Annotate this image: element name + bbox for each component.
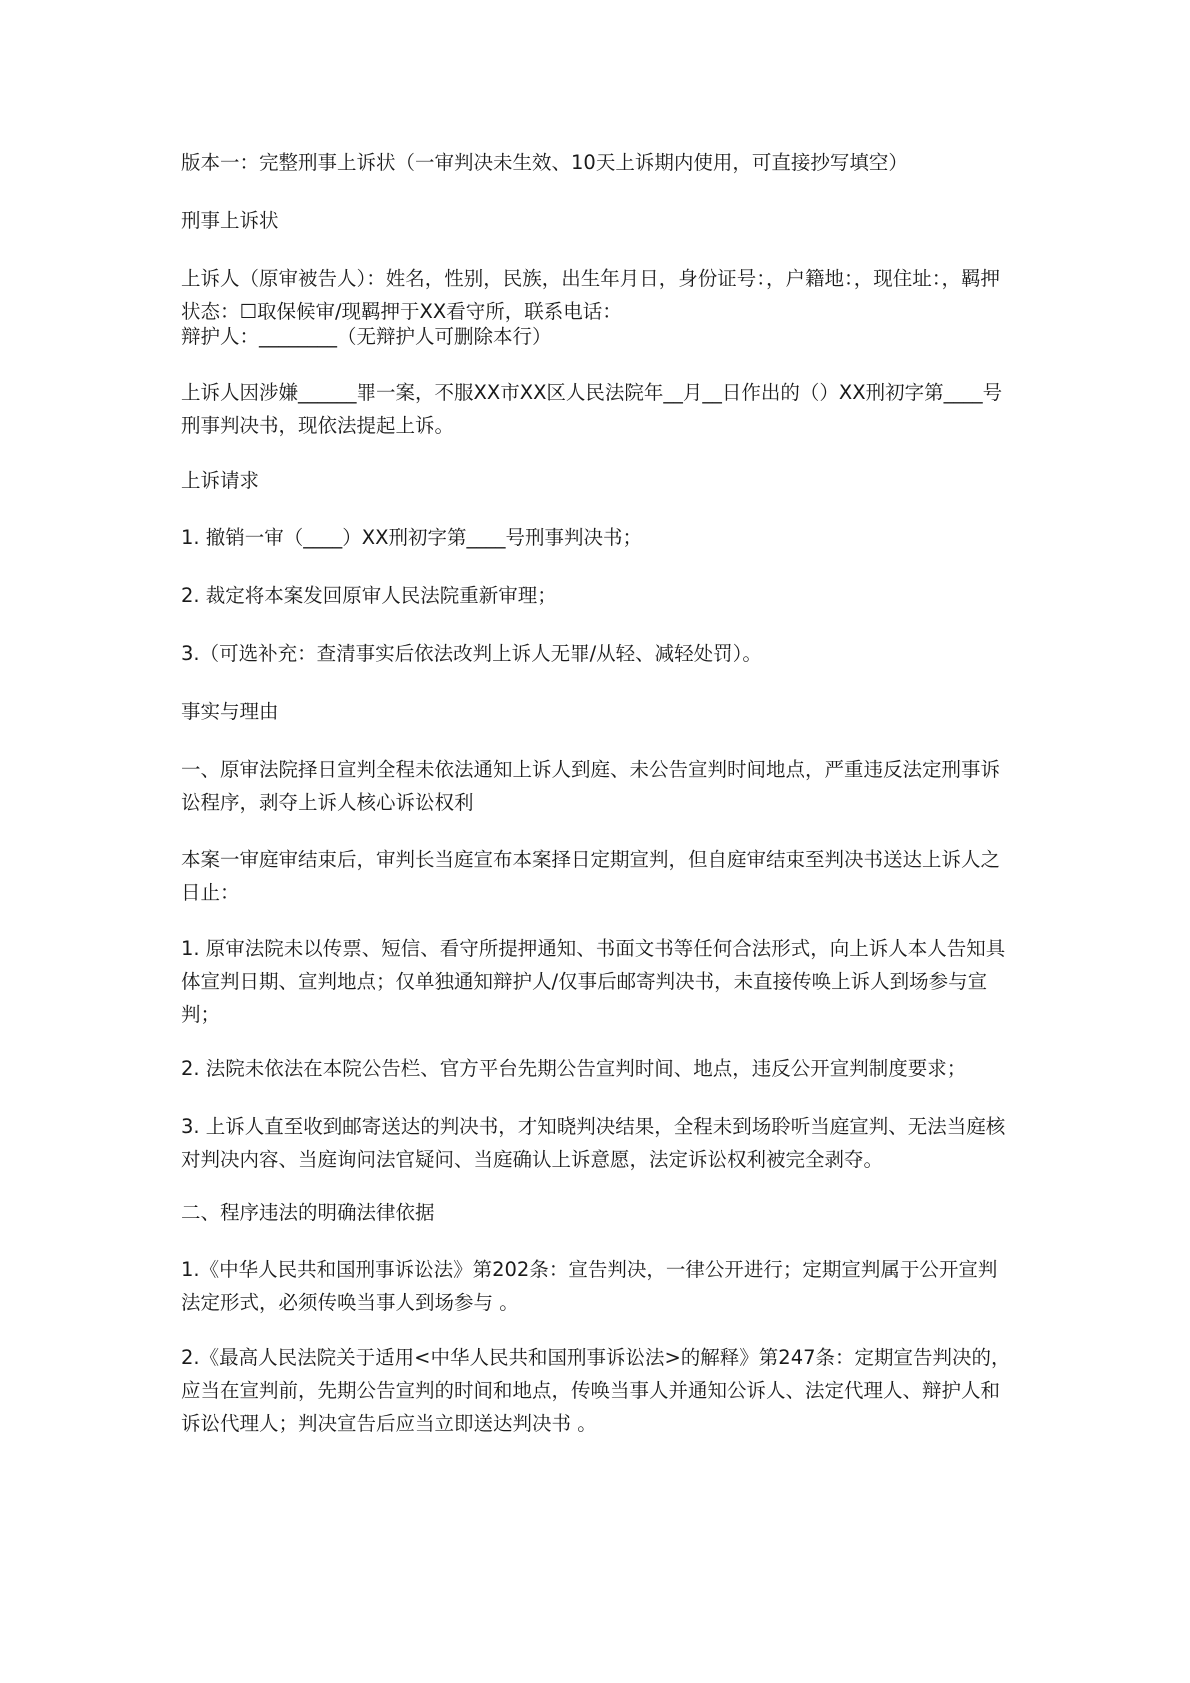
reason-item: 2. 法院未依法在本院公告栏、官方平台先期公告宣判时间、地点，违反公开宣判制度要求； — [181, 1057, 967, 1080]
request-item: 1. 撤销一审（____）XX刑初字第____号刑事判决书； — [181, 526, 643, 549]
legal-basis-item: 2.《最高人民法院关于适用<中华人民共和国刑事诉讼法>的解释》第247条：定期宣告判决的，应当在宣判前，先期公告宣判的时间和地点，传唤当事人并通知公诉人、法定代理人、辩护人和诉讼代理人；判决宣告后应当立即送达判决书 。 — [181, 1346, 1011, 1435]
request-item: 3.（可选补充：查清事实后依法改判上诉人无罪/从轻、减轻处罚）。 — [181, 642, 762, 665]
appellant-info: 上诉人（原审被告人）：姓名，性别，民族，出生年月日，身份证号：，户籍地：，现住址：，羁押状态：☐取保候审/现羁押于XX看守所，联系电话： — [181, 267, 1001, 323]
section-one-heading: 一、原审法院择日宣判全程未依法通知上诉人到庭、未公告宣判时间地点，严重违反法定刑事诉讼程序，剥夺上诉人核心诉讼权利 — [181, 758, 1001, 814]
appeal-requests-heading: 上诉请求 — [181, 469, 260, 492]
facts-reasons-heading: 事实与理由 — [181, 700, 279, 723]
reason-item: 3. 上诉人直至收到邮寄送达的判决书，才知晓判决结果，全程未到场聆听当庭宣判、无法当庭核对判决内容、当庭询问法官疑问、当庭确认上诉意愿，法定诉讼权利被完全剥夺。 — [181, 1115, 1006, 1171]
document-title: 刑事上诉状 — [181, 209, 279, 232]
defender-info: 辩护人：________（无辩护人可删除本行） — [181, 325, 552, 348]
legal-basis-item: 1.《中华人民共和国刑事诉讼法》第202条：宣告判决，一律公开进行；定期宣判属于公开宣判法定形式，必须传唤当事人到场参与 。 — [181, 1258, 998, 1314]
section-two-heading: 二、程序违法的明确法律依据 — [181, 1201, 435, 1224]
body-paragraph: 本案一审庭审结束后，审判长当庭宣布本案择日定期宣判，但自庭审结束至判决书送达上诉人之日止： — [181, 848, 1001, 904]
request-item: 2. 裁定将本案发回原审人民法院重新审理； — [181, 584, 557, 607]
appeal-intro: 上诉人因涉嫌______罪一案，不服XX市XX区人民法院年__月__日作出的（）XX刑初字第____号刑事判决书，现依法提起上诉。 — [181, 381, 1003, 437]
version-heading: 版本一：完整刑事上诉状（一审判决未生效、10天上诉期内使用，可直接抄写填空） — [181, 151, 908, 174]
reason-item: 1. 原审法院未以传票、短信、看守所提押通知、书面文书等任何合法形式，向上诉人本人告知具体宣判日期、宣判地点；仅单独通知辩护人/仅事后邮寄判决书，未直接传唤上诉人到场参与宣判； — [181, 937, 1006, 1026]
